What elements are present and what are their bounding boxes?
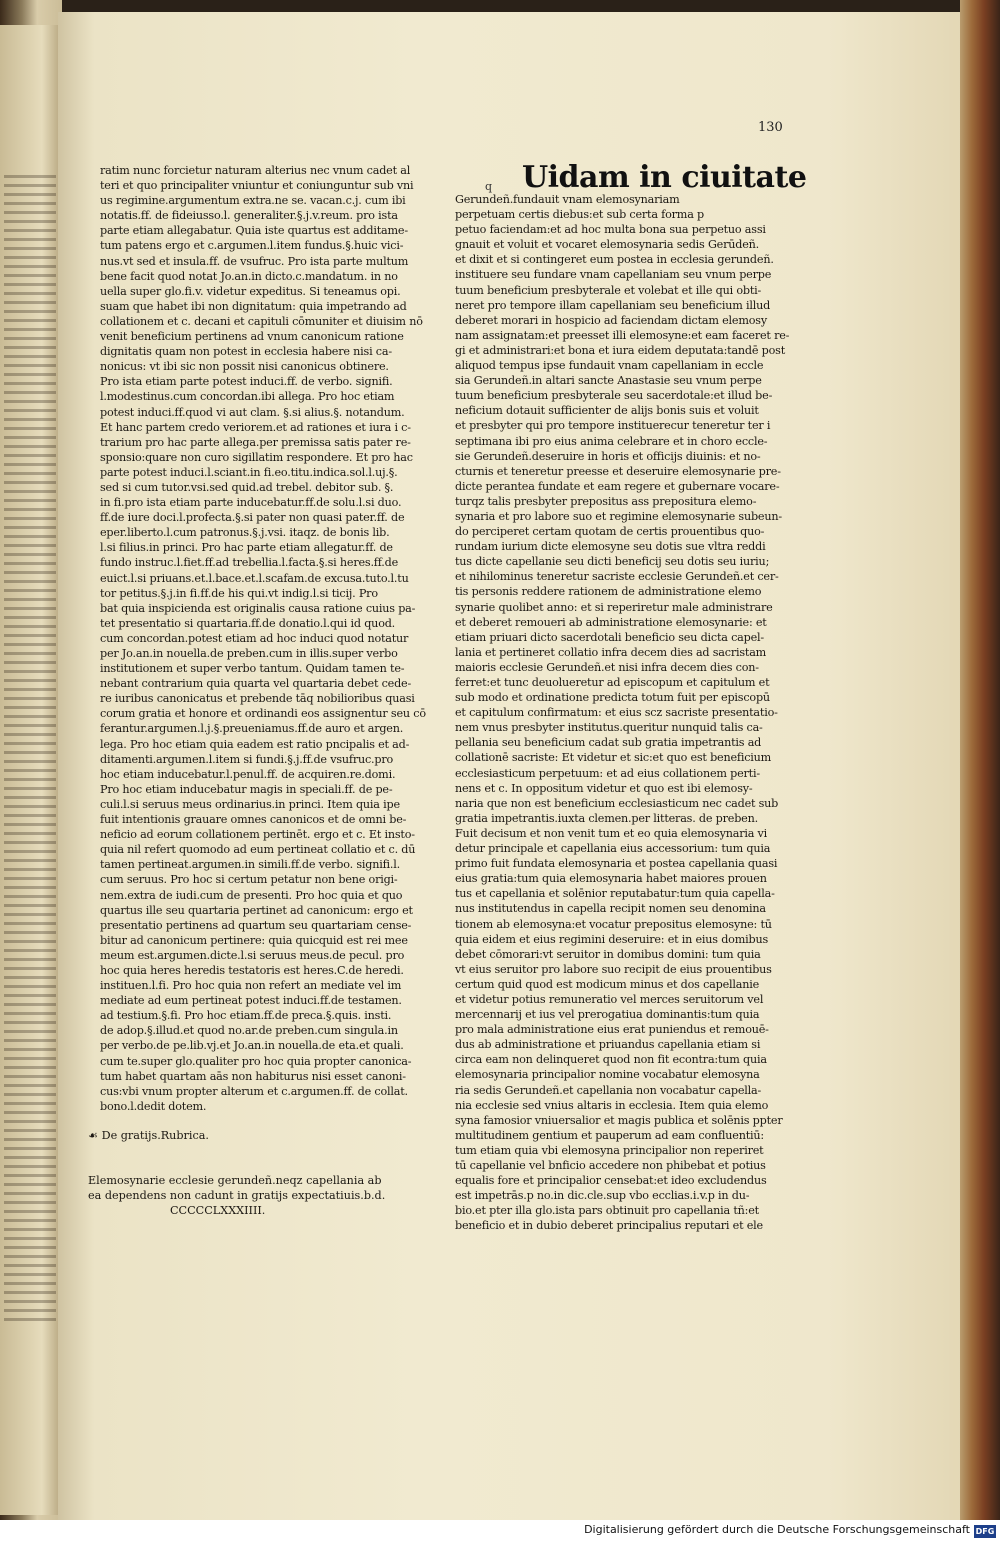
text-line: euict.l.si priuans.et.l.bace.et.l.scafam.de excusa.tuto.l.tu xyxy=(100,571,409,585)
text-line: tum habet quartam aās non habiturus nisi esset canoni- xyxy=(100,1069,406,1083)
text-line: institutionem et super verbo tantum. Quidam tamen te- xyxy=(100,662,405,676)
text-line: neficium dotauit sufficienter de alijs bonis suis et voluit xyxy=(455,404,759,418)
text-line: vt eius seruitor pro labore suo recipit de eius prouentibus xyxy=(455,962,772,976)
text-line: lania et pertineret collatio infra decem dies ad sacristam xyxy=(455,645,767,659)
text-line: tus dicte capellanie seu dicti beneficij seu dotis seu iuriu; xyxy=(455,555,770,569)
rubric-ref-line: Elemosynarie ecclesie gerundeñ.neqz capellania ab xyxy=(88,1174,382,1187)
text-line: maioris ecclesie Gerundeñ.et nisi infra decem dies con- xyxy=(455,660,759,674)
text-line: ria sedis Gerundeñ.et capellania non vocabatur capella- xyxy=(455,1083,762,1097)
text-line: nonicus: vt ibi sic non possit nisi canonicus obtinere. xyxy=(100,360,389,374)
text-line: sie Gerundeñ.deseruire in horis et officijs diuinis: et no- xyxy=(455,449,761,463)
text-line: per verbo.de pe.lib.vj.et Jo.an.in nouella.de eta.et quali. xyxy=(100,1039,404,1053)
text-line: collationē sacriste: Et videtur et sic:et quo est beneficium xyxy=(455,751,772,765)
rubric-number: CCCCCLXXXIIII. xyxy=(170,1204,266,1217)
text-line: l.modestinus.cum concordan.ibi allega. Pro hoc etiam xyxy=(100,390,395,404)
text-line: eius gratia:tum quia elemosynaria habet maiores prouen xyxy=(455,872,767,886)
text-line: septimana ibi pro eius anima celebrare et in choro eccle- xyxy=(455,434,768,448)
text-line: ecclesiasticum perpetuum: et ad eius collationem perti- xyxy=(455,766,760,780)
text-line: fuit intentionis grauare omnes canonicos et de omni be- xyxy=(100,813,407,827)
text-line: tet presentatio si quartaria.ff.de donatio.l.qui id quod. xyxy=(100,616,396,630)
text-line: bono.l.dedit dotem. xyxy=(100,1099,207,1113)
text-line: tum patens ergo et c.argumen.l.item fundus.§.huic vici- xyxy=(100,239,404,253)
text-line: ad testium.§.fi. Pro hoc etiam.ff.de preca.§.quis. insti. xyxy=(100,1009,392,1023)
text-line: l.si filius.in princi. Pro hac parte etiam allegatur.ff. de xyxy=(100,541,393,555)
folio-number: 130 xyxy=(758,120,783,135)
text-line: synaria et pro labore suo et regimine elemosynarie subeun- xyxy=(455,509,782,523)
text-line: teri et quo principaliter vniuntur et coniunguntur sub vni xyxy=(100,179,414,193)
text-line: aliquod tempus ipse fundauit vnam capellaniam in eccle xyxy=(455,359,764,373)
text-line: in fi.pro ista etiam parte inducebatur.ff.de solu.l.si duo. xyxy=(100,496,402,510)
text-line: rundam iurium dicte elemosyne seu dotis sue vltra reddi xyxy=(455,540,766,554)
left-text-column xyxy=(100,163,426,1114)
text-line: Gerundeñ.fundauit vnam elemosynariam xyxy=(455,193,680,206)
section-heading: Uidam in ciuitate xyxy=(522,160,807,195)
text-line: neficio ad eorum collationem pertinēt. ergo et c. Et insto- xyxy=(100,828,415,842)
text-line: nens et c. In oppositum videtur et quo est ibi elemosy- xyxy=(455,781,753,795)
text-line: multitudinem gentium et pauperum ad eam confluentiū: xyxy=(455,1128,764,1142)
text-line: et presbyter qui pro tempore instituerecur teneretur ter i xyxy=(455,419,771,433)
text-line: Pro ista etiam parte potest induci.ff. de verbo. signifi. xyxy=(100,375,393,389)
text-line: bitur ad canonicum pertinere: quia quicquid est rei mee xyxy=(100,933,408,947)
text-line: elemosynaria principalior nomine vocabatur elemosyna xyxy=(455,1068,760,1082)
rubric-ref-line: ea dependens non cadunt in gratijs expectatiuis.b.d. xyxy=(88,1189,386,1203)
text-line: ditamenti.argumen.l.item si fundi.§.j.ff.de vsufruc.pro xyxy=(100,752,394,766)
text-line: tus et capellania et solēnior reputabatur:tum quia capella- xyxy=(455,887,775,901)
text-line: cum te.super glo.qualiter pro hoc quia propter canonica- xyxy=(100,1054,412,1068)
text-line: circa eam non delinqueret quod non fit econtra:tum quia xyxy=(455,1053,767,1067)
text-line: gi et administrari:et bona et iura eidem deputata:tandē post xyxy=(455,343,785,357)
text-line: bat quia inspicienda est originalis causa ratione cuius pa- xyxy=(100,601,416,615)
text-line: collationem et c. decani et capituli cōmuniter et diuisim nō xyxy=(100,314,423,328)
text-line: et capitulum confirmatum: et eius scz sacriste presentatio- xyxy=(455,706,778,720)
text-line: tionem ab elemosyna:et vocatur prepositus elemosyne: tū xyxy=(455,917,772,931)
text-line: pro mala administratione eius erat puniendus et remouē- xyxy=(455,1023,769,1037)
text-line: perpetuam certis diebus:et sub certa forma p xyxy=(455,208,705,222)
text-line: pellania seu beneficium cadat sub gratia impetrantis ad xyxy=(455,736,762,750)
text-line: gnauit et voluit et vocaret elemosynaria sedis Gerūdeñ. xyxy=(455,238,760,252)
text-line: et nihilominus teneretur sacriste ecclesie Gerundeñ.et cer- xyxy=(455,570,779,584)
text-line: nem.extra de iudi.cum de presenti. Pro hoc quia et quo xyxy=(100,888,403,902)
text-line: cum seruus. Pro hoc si certum petatur non bene origi- xyxy=(100,873,398,887)
text-line: parte potest induci.l.sciant.in fi.eo.titu.indica.sol.l.uj.§. xyxy=(100,465,398,479)
text-line: quartus ille seu quartaria pertinet ad canonicum: ergo et xyxy=(100,903,413,917)
text-line: cturnis et teneretur preesse et deseruire elemosynarie pre- xyxy=(455,464,781,478)
text-line: neret pro tempore illam capellaniam seu beneficium illud xyxy=(455,298,771,312)
text-line: instituen.l.fi. Pro hoc quia non refert an mediate vel im xyxy=(100,979,402,993)
page-block-edge xyxy=(960,0,1000,1525)
text-line: dicte perantea fundate et eam regere et gubernare vocare- xyxy=(455,479,780,493)
text-line: mercennarij et ius vel prerogatiua dominantis:tum quia xyxy=(455,1008,760,1022)
text-line: ff.de iure doci.l.profecta.§.si pater non quasi pater.ff. de xyxy=(100,511,405,525)
text-line: naria que non est beneficium ecclesiasticum nec cadet sub xyxy=(455,796,779,810)
text-line: bene facit quod notat Jo.an.in dicto.c.mandatum. in no xyxy=(100,269,398,283)
text-line: bio.et pter illa glo.ista pars obtinuit pro capellania tñ:et xyxy=(455,1204,759,1218)
funding-credit: Digitalisierung gefördert durch die Deutsche Forschungsgemeinschaft xyxy=(584,1523,970,1536)
text-line: quia nil refert quomodo ad eum pertineat collatio et c. dū xyxy=(100,843,416,857)
text-line: de adop.§.illud.et quod no.ar.de preben.cum singula.in xyxy=(100,1024,398,1038)
text-line: instituere seu fundare vnam capellaniam seu vnum perpe xyxy=(455,268,772,282)
text-line: et dixit et si contingeret eum postea in ecclesia gerundeñ. xyxy=(455,253,774,267)
text-line: sponsio:quare non curo sigillatim respondere. Et pro hac xyxy=(100,450,413,464)
text-line: turqz talis presbyter prepositus ass prepositura elemo- xyxy=(455,494,757,508)
text-line: hoc etiam inducebatur.l.penul.ff. de acquiren.re.domi. xyxy=(100,767,396,781)
text-line: primo fuit fundata elemosynaria et postea capellania quasi xyxy=(455,857,778,871)
text-line: debet cōmorari:vt seruitor in domibus domini: tum quia xyxy=(455,947,761,961)
text-line: petuo faciendam:et ad hoc multa bona sua perpetuo assi xyxy=(455,223,766,237)
text-line: trarium pro hac parte allega.per premissa satis pater re- xyxy=(100,435,411,449)
text-line: hoc quia heres heredis testatoris est heres.C.de heredi. xyxy=(100,963,404,977)
text-line: re iuribus canonicatus et prebende tāq nobilioribus quasi xyxy=(100,692,415,706)
text-line: corum gratia et honore et ordinandi eos assignentur seu cō xyxy=(100,707,426,721)
dfg-logo: DFG xyxy=(975,1527,995,1536)
text-line: quia eidem et eius regimini deseruire: et in eius domibus xyxy=(455,932,768,946)
text-line: venit beneficium pertinens ad vnum canonicum ratione xyxy=(100,330,404,344)
text-line: nus institutendus in capella recipit nomen seu denomina xyxy=(455,902,766,916)
text-line: us regimine.argumentum extra.ne se. vacan.c.j. cum ibi xyxy=(100,194,406,208)
text-line: uella super glo.fi.v. videtur expeditus. Si teneamus opi. xyxy=(100,284,401,298)
text-line: tis personis reddere rationem de administratione elemo xyxy=(455,585,762,599)
text-line: nia ecclesie sed vnius altaris in ecclesia. Item quia elemo xyxy=(455,1098,769,1112)
facing-page-text xyxy=(4,175,56,1325)
text-line: synarie quolibet anno: et si reperiretur male administrare xyxy=(455,600,773,614)
text-line: Fuit decisum et non venit tum et eo quia elemosynaria vi xyxy=(455,826,768,840)
text-line: notatis.ff. de fideiusso.l. generaliter.§.j.v.reum. pro ista xyxy=(100,209,398,223)
facing-page-edge xyxy=(0,25,60,1515)
text-line: sub modo et ordinatione predicta totum fuit per episcopū xyxy=(455,691,770,705)
text-line: potest induci.ff.quod vi aut clam. §.si alius.§. notandum. xyxy=(100,405,405,419)
text-line: tū capellanie vel bnficio accedere non phibebat et potius xyxy=(455,1159,766,1172)
text-line: tor petitus.§.j.in fi.ff.de his qui.vt indig.l.si ticij. Pro xyxy=(100,586,378,600)
text-line: beneficio et in dubio deberet principalius reputari et ele xyxy=(455,1219,763,1233)
text-line: deberet morari in hospicio ad faciendam dictam elemosy xyxy=(455,313,767,327)
text-line: sed si cum tutor.vsi.sed quid.ad trebel. debitor sub. §. xyxy=(100,480,394,494)
text-line: mediate ad eum pertineat potest induci.ff.de testamen. xyxy=(100,994,402,1008)
text-line: culi.l.si seruus meus ordinarius.in princi. Item quia ipe xyxy=(100,797,400,811)
rubric-title-text: De gratijs.Rubrica. xyxy=(101,1129,209,1142)
rubric-title: ☙ De gratijs.Rubrica. xyxy=(88,1129,209,1142)
text-line: nam assignatam:et preesset illi elemosyne:et eam faceret re- xyxy=(455,328,790,342)
text-line: per Jo.an.in nouella.de preben.cum in illis.super verbo xyxy=(100,647,398,660)
text-line: cum concordan.potest etiam ad hoc induci quod notatur xyxy=(100,631,409,645)
text-line: tuum beneficium presbyterale et volebat et ille qui obti- xyxy=(455,283,762,297)
text-line: ratim nunc forcietur naturam alterius nec vnum cadet al xyxy=(100,164,411,177)
text-line: et deberet remoueri ab administratione elemosynarie: et xyxy=(455,615,767,629)
text-line: ferret:et tunc deuolueretur ad episcopum et capitulum et xyxy=(455,676,770,689)
text-line: nem vnus presbyter institutus.queritur nunquid talis ca- xyxy=(455,721,763,735)
text-line: etiam priuari dicto sacerdotali beneficio seu dicta capel- xyxy=(455,630,764,644)
text-line: parte etiam allegabatur. Quia iste quartus est additame- xyxy=(100,224,408,238)
text-line: eper.liberto.l.cum patronus.§.j.vsi. itaqz. de bonis lib. xyxy=(100,526,390,540)
text-line: sia Gerundeñ.in altari sancte Anastasie seu vnum perpe xyxy=(455,374,762,388)
text-line: suam que habet ibi non dignitatum: quia impetrando ad xyxy=(100,299,407,313)
guide-letter: q xyxy=(485,180,493,193)
text-line: nebant contrarium quia quarta vel quartaria debet cede- xyxy=(100,677,412,691)
text-line: certum quid quod est modicum minus et dos capellanie xyxy=(455,977,760,991)
text-line: tamen pertineat.argumen.in simili.ff.de verbo. signifi.l. xyxy=(100,858,400,872)
text-line: syna famosior vniuersalior et magis publica et solēnis ppter xyxy=(455,1113,783,1127)
text-line: tum etiam quia vbi elemosyna principalior non reperiret xyxy=(455,1143,764,1157)
text-line: ferantur.argumen.l.j.§.preueniamus.ff.de auro et argen. xyxy=(100,722,404,736)
text-line: do perciperet certam quotam de certis prouentibus quo- xyxy=(455,525,765,539)
text-line: presentatio pertinens ad quartum seu quartariam cense- xyxy=(100,918,412,932)
text-line: et videtur potius remuneratio vel merces seruitorum vel xyxy=(455,992,764,1006)
text-line: detur principale et capellania eius accessorium: tum quia xyxy=(455,842,771,856)
text-line: dus ab administratione et priuandus capellania etiam si xyxy=(455,1038,761,1052)
right-text-column xyxy=(455,192,790,1233)
text-line: meum est.argumen.dicte.l.si seruus meus.de pecul. pro xyxy=(100,948,405,962)
text-line: lega. Pro hoc etiam quia eadem est ratio pncipalis et ad- xyxy=(100,737,410,751)
text-line: gratia impetrantis.iuxta clemen.per litteras. de preben. xyxy=(455,811,758,825)
text-line: tuum beneficium presbyterale seu sacerdotale:et illud be- xyxy=(455,389,773,403)
text-line: dignitatis quam non potest in ecclesia habere nisi ca- xyxy=(100,345,392,359)
text-line: equalis fore et principalior censebat:et ideo excludendus xyxy=(455,1174,767,1188)
text-line: nus.vt sed et insula.ff. de vsufruc. Pro ista parte multum xyxy=(100,254,409,268)
text-line: est impetrās.p no.in dic.cle.sup vbo ecclias.i.v.p in du- xyxy=(455,1189,750,1203)
text-line: Pro hoc etiam inducebatur magis in speciali.ff. de pe- xyxy=(100,782,393,796)
text-line: cus:vbi vnum propter alterum et c.argumen.ff. de collat. xyxy=(100,1084,408,1098)
rubric-reference xyxy=(88,1173,385,1203)
text-line: Et hanc partem credo veriorem.et ad rationes et iura i c- xyxy=(100,420,411,434)
text-line: fundo instruc.l.fiet.ff.ad trebellia.l.facta.§.si heres.ff.de xyxy=(100,556,399,570)
